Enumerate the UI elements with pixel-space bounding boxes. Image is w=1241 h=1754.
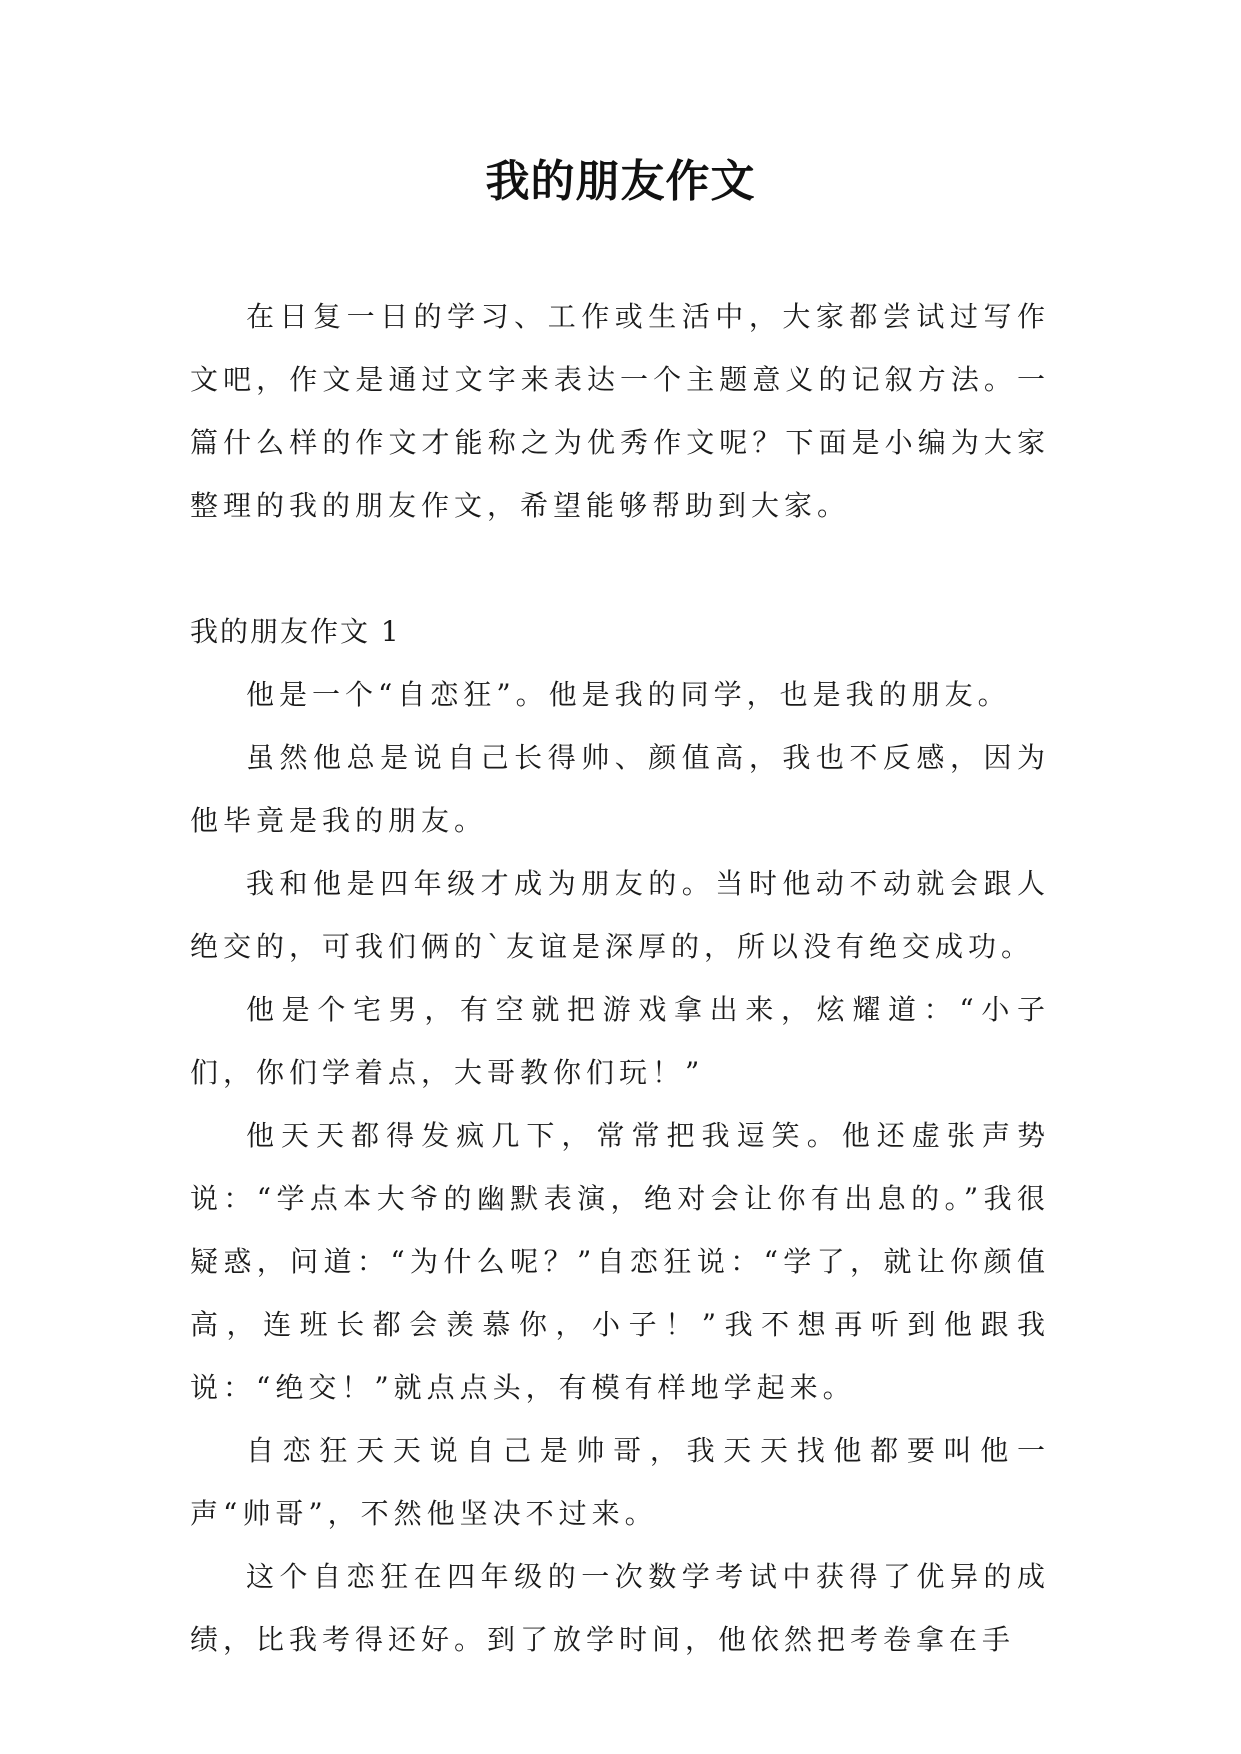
intro-paragraph: 在日复一日的学习、工作或生活中，大家都尝试过写作文吧，作文是通过文字来表达一个主题意义的记叙方法。一篇什么样的作文才能称之为优秀作文呢？下面是小编为大家整理的我的朋友作文，希望能够帮助到大家。 [190,300,1050,522]
body-paragraph: 他是一个“自恋狂”。他是我的同学，也是我的朋友。 [246,678,1011,711]
body-paragraph: 我和他是四年级才成为朋友的。当时他动不动就会跟人绝交的，可我们俩的`友谊是深厚的，所以没有绝交成功。 [190,867,1050,963]
body-paragraph: 他是个宅男，有空就把游戏拿出来，炫耀道：“小子们，你们学着点，大哥教你们玩！” [190,993,1050,1089]
paragraph-spacer [190,537,1050,600]
body-paragraph: 虽然他总是说自己长得帅、颜值高，我也不反感，因为他毕竟是我的朋友。 [190,741,1050,837]
body-paragraph: 他天天都得发疯几下，常常把我逗笑。他还虚张声势说：“学点本大爷的幽默表演，绝对会让你有出息的。”我很疑惑，问道：“为什么呢？”自恋狂说：“学了，就让你颜值高，连班长都会羡慕你，小子！”我不想再听到他跟我说：“绝交！”就点点头，有模有样地学起来。 [190,1119,1050,1404]
document-body [190,285,1050,1671]
document-title: 我的朋友作文 [485,156,756,207]
body-paragraph: 这个自恋狂在四年级的一次数学考试中获得了优异的成绩，比我考得还好。到了放学时间，他依然把考卷拿在手 [190,1560,1050,1656]
section-heading: 我的朋友作文 1 [190,615,401,648]
body-paragraph: 自恋狂天天说自己是帅哥，我天天找他都要叫他一声“帅哥”，不然他坚决不过来。 [190,1434,1050,1530]
